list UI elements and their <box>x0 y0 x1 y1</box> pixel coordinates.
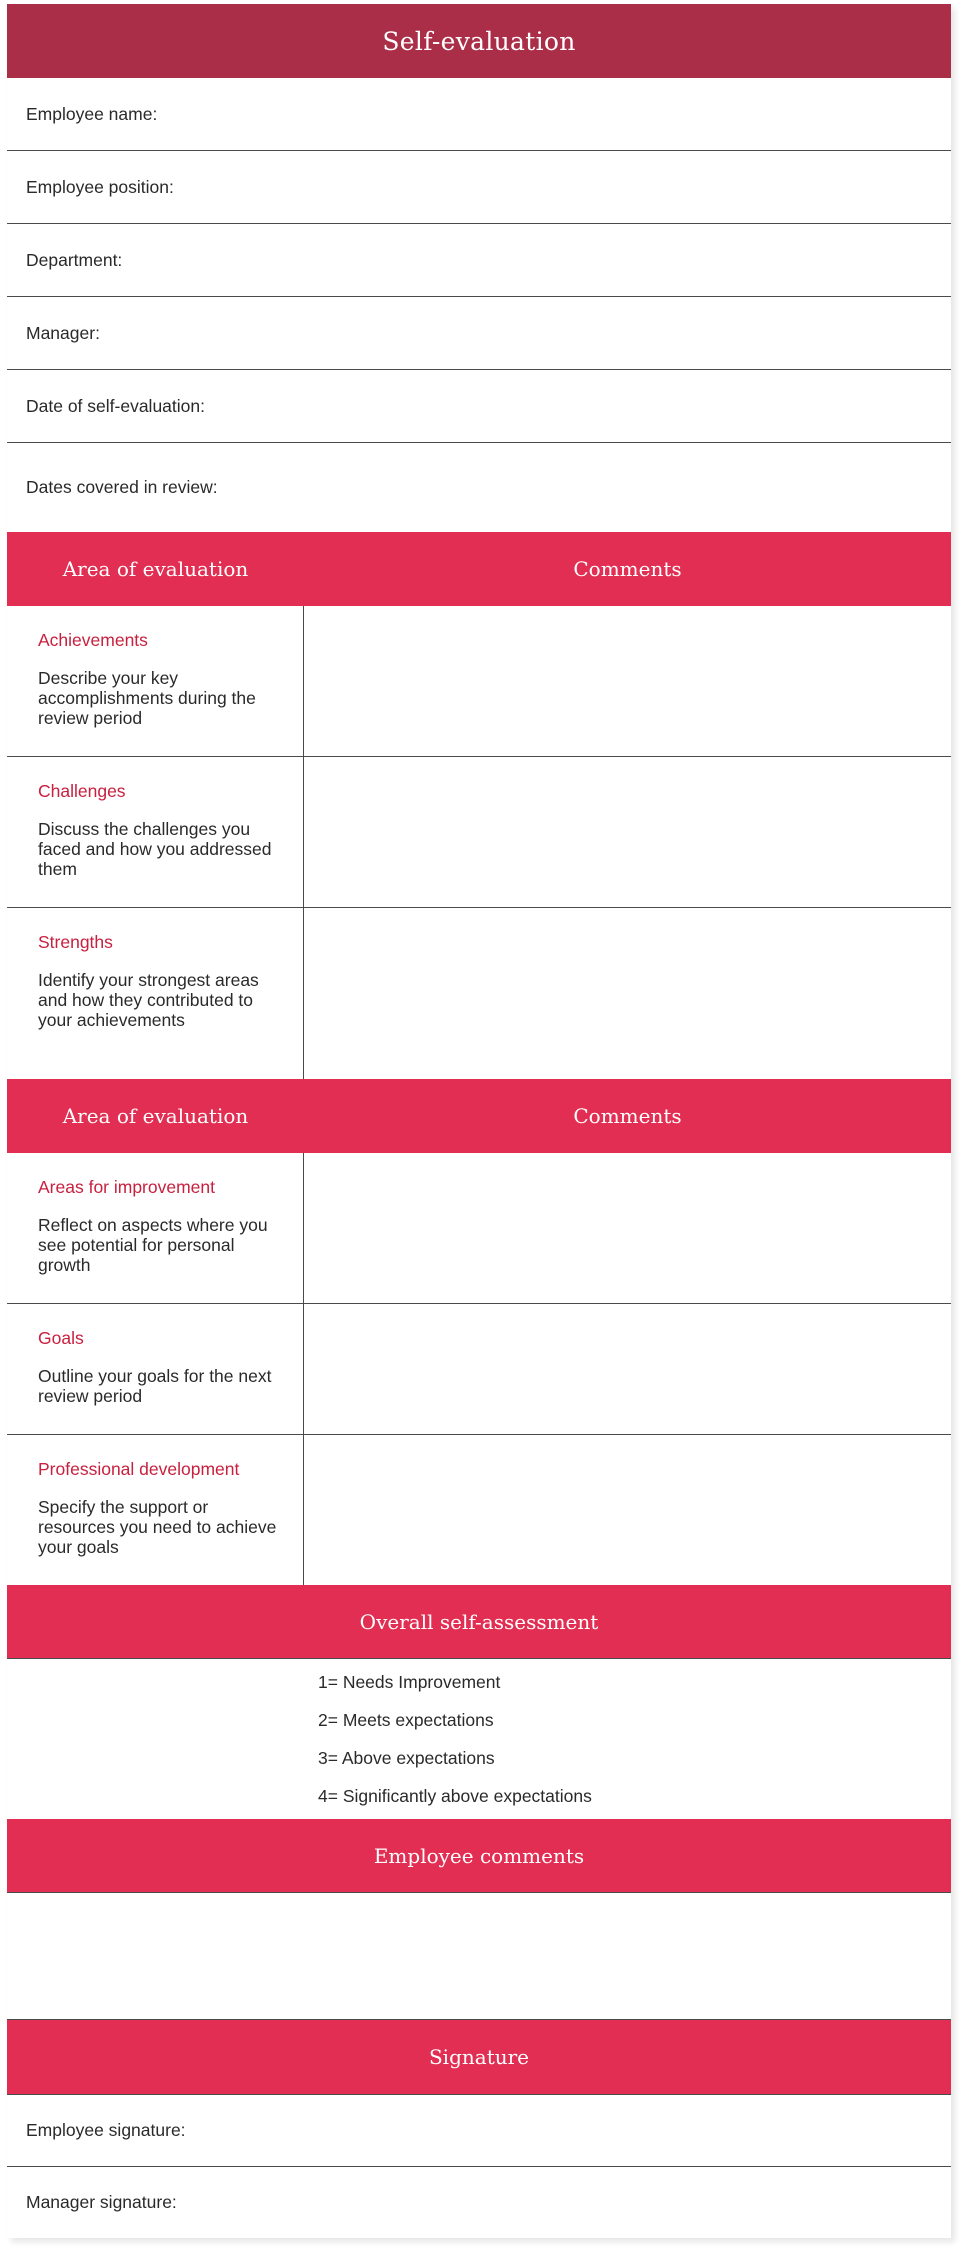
dates-covered-field[interactable] <box>7 443 951 532</box>
employee-comments-title: Employee comments <box>373 1843 585 1868</box>
department-field[interactable] <box>7 224 951 297</box>
comments-header: Comments <box>573 1104 682 1128</box>
area-of-evaluation-header: Area of evaluation <box>62 1104 249 1128</box>
comments-cell[interactable] <box>304 1435 951 1585</box>
evaluation-area-cell <box>7 908 304 1079</box>
employee-signature-label: Employee signature: <box>26 2120 186 2140</box>
area-description: Specify the support or resources you need to achieve your goals <box>38 1497 277 1557</box>
area-heading: Areas for improvement <box>38 1177 216 1197</box>
form-title: Self-evaluation <box>7 4 951 78</box>
evaluation-row-areas-for-improvement <box>7 1153 951 1304</box>
evaluation-area-cell <box>7 1153 304 1303</box>
employee-signature-field[interactable] <box>7 2094 951 2167</box>
comments-header: Comments <box>573 557 682 581</box>
area-heading: Goals <box>38 1328 84 1348</box>
manager-label: Manager: <box>26 322 100 343</box>
rating-scale-4: 4= Significantly above expectations <box>318 1786 592 1806</box>
manager-signature-field[interactable] <box>7 2167 951 2238</box>
overall-self-assessment-title: Overall self-assessment <box>359 1609 599 1634</box>
area-of-evaluation-header: Area of evaluation <box>62 557 249 581</box>
signature-title: Signature <box>428 2045 530 2069</box>
evaluation-row-professional-development <box>7 1435 951 1585</box>
evaluation-area-cell <box>7 1304 304 1434</box>
rating-scale-2: 2= Meets expectations <box>318 1710 494 1730</box>
evaluation-area-cell <box>7 757 304 907</box>
self-evaluation-form <box>7 4 951 2238</box>
dates-covered-label: Dates covered in review: <box>26 477 218 497</box>
evaluation-row-challenges <box>7 757 951 908</box>
manager-signature-label: Manager signature: <box>26 2192 177 2212</box>
area-description: Describe your key accomplishments during the review period <box>38 668 256 728</box>
area-description: Reflect on aspects where you see potential for personal growth <box>38 1215 268 1275</box>
evaluation-row-achievements <box>7 606 951 757</box>
evaluation-table-header-1 <box>7 532 951 606</box>
signature-header <box>7 2020 951 2094</box>
rating-scale-3: 3= Above expectations <box>318 1748 495 1768</box>
area-heading: Strengths <box>38 932 113 952</box>
evaluation-area-cell <box>7 1435 304 1585</box>
evaluation-table-header-2 <box>7 1079 951 1153</box>
employee-name-label: Employee name: <box>26 103 158 124</box>
evaluation-row-strengths <box>7 908 951 1079</box>
date-of-self-evaluation-field[interactable] <box>7 370 951 443</box>
area-heading: Achievements <box>38 630 148 650</box>
employee-comments-header <box>7 1819 951 1893</box>
employee-name-field[interactable] <box>7 78 951 151</box>
area-heading: Professional development <box>38 1459 240 1479</box>
manager-field[interactable] <box>7 297 951 370</box>
overall-self-assessment-header <box>7 1585 951 1659</box>
rating-scale-1: 1= Needs Improvement <box>318 1672 501 1692</box>
area-heading: Challenges <box>38 781 126 801</box>
employee-position-label: Employee position: <box>26 176 174 197</box>
comments-cell[interactable] <box>304 606 951 756</box>
employee-position-field[interactable] <box>7 151 951 224</box>
date-of-self-evaluation-label: Date of self-evaluation: <box>26 395 205 416</box>
area-description: Identify your strongest areas and how they contributed to your achievements <box>38 970 259 1030</box>
comments-cell[interactable] <box>304 1304 951 1434</box>
evaluation-row-goals <box>7 1304 951 1435</box>
area-description: Outline your goals for the next review period <box>38 1366 272 1406</box>
department-label: Department: <box>26 249 123 270</box>
area-description: Discuss the challenges you faced and how you addressed them <box>38 819 272 879</box>
comments-cell[interactable] <box>304 1153 951 1303</box>
comments-cell[interactable] <box>304 908 951 1079</box>
comments-cell[interactable] <box>304 757 951 907</box>
evaluation-area-cell <box>7 606 304 756</box>
employee-comments-area[interactable] <box>7 1893 951 2020</box>
